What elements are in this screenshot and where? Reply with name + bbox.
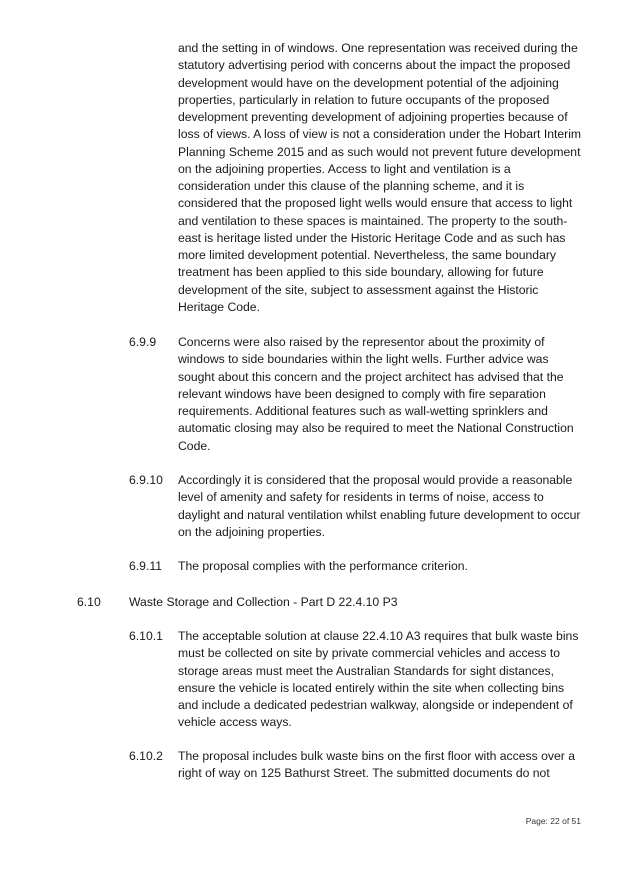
- section-number: 6.10: [77, 595, 101, 609]
- page-number-footer: Page: 22 of 51: [525, 816, 581, 826]
- clause-number: 6.9.9: [129, 335, 157, 349]
- section-heading: Waste Storage and Collection - Part D 22.4.10 P3: [129, 595, 398, 609]
- clause-text: The acceptable solution at clause 22.4.10 A3 requires that bulk waste bins must be collected on site by private commercial vehicles and access to storage areas must meet the Australian Standards for sight distances, ensure the vehicle is located entirely within the site when collecting bins and include a dedicated pedestrian walkway, alongside or independent of vehicle access ways.: [178, 629, 579, 730]
- clause-number: 6.9.11: [129, 559, 162, 573]
- clause-text: Concerns were also raised by the representor about the proximity of windows to side boundaries within the light wells. Further advice was sought about this concern and the project architect has advised that the relevant windows have been designed to comply with fire separation requirements. Additional features such as wall-wetting sprinklers and automatic closing may also be required to meet the National Construction Code.: [178, 335, 574, 453]
- clause-text: The proposal includes bulk waste bins on the first floor with access over a right of way on 125 Bathurst Street. The submitted documents do not: [178, 749, 575, 781]
- clause-text: Accordingly it is considered that the proposal would provide a reasonable level of amenity and safety for residents in terms of noise, access to daylight and natural ventilation whilst enabling future development to occur on the adjoining properties.: [178, 473, 581, 539]
- clause-number: 6.10.1: [129, 629, 163, 643]
- continuation-paragraph: and the setting in of windows. One representation was received during the statutory advertising period with concerns about the impact the proposed development would have on the development potential of the adjoining properties, particularly in relation to future occupants of the proposed development preventing development of adjoining properties because of loss of views. A loss of view is not a consideration under the Hobart Interim Planning Scheme 2015 and as such would not prevent future development on the adjoining properties. Access to light and ventilation is a consideration under this clause of the planning scheme, and it is considered that the proposed light wells would ensure that access to light and ventilation to these spaces is maintained. The property to the south-east is heritage listed under the Historic Heritage Code and as such has more limited development potential. Nevertheless, the same boundary treatment has been applied to this side boundary, allowing for future development of the site, subject to assessment against the Historic Heritage Code.: [178, 41, 582, 314]
- clause-number: 6.10.2: [129, 749, 163, 763]
- clause-text: The proposal complies with the performance criterion.: [178, 559, 468, 573]
- clause-number: 6.9.10: [129, 473, 163, 487]
